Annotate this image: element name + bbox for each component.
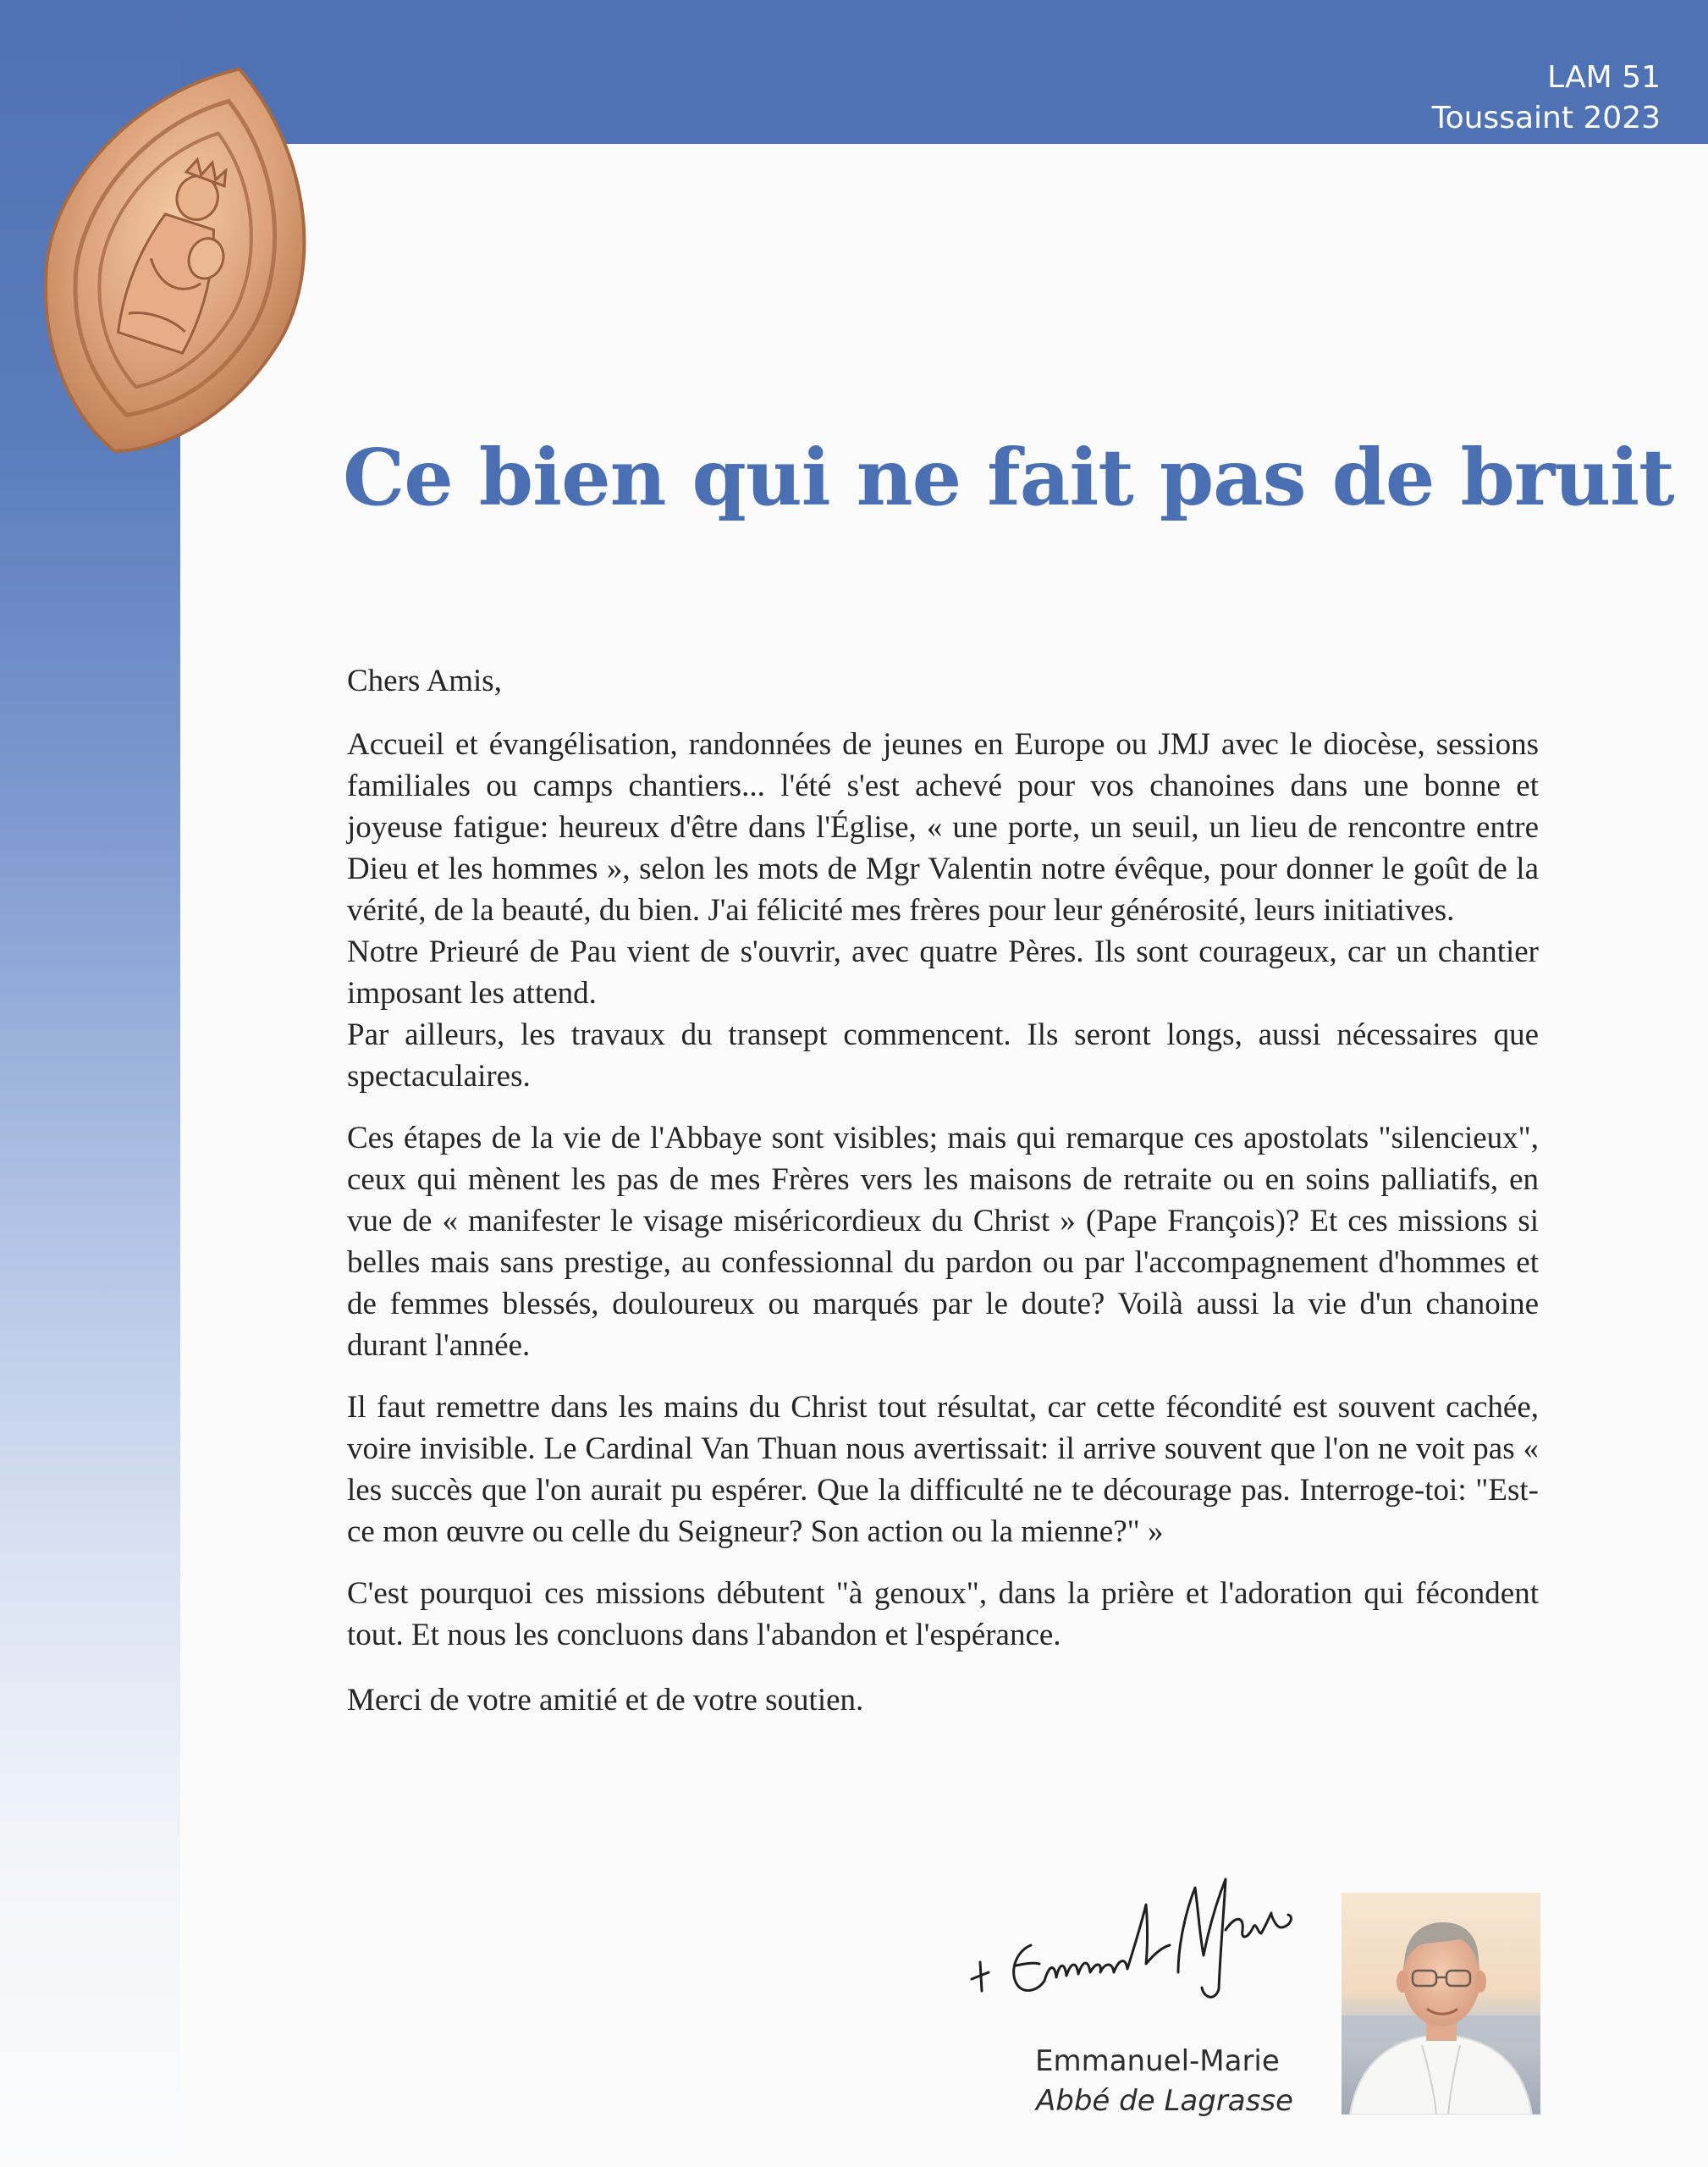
letter-closing: Merci de votre amitié et de votre soutien. [347,1683,864,1718]
handwritten-signature [956,1845,1312,2015]
letter-salutation: Chers Amis, [347,664,502,698]
letter-paragraph: Ces étapes de la vie de l'Abbaye sont visibles; mais qui remarque ces apostolats "silencieux", ceux qui mènent les pas de mes Frères vers les maisons de retraite ou en soins palliatifs, en vue de « manifester le visage miséricordieux du Christ » (Pape François)? Et ces missions si belles mais sans prestige, au confessionnal du pardon ou par l'accompagnement d'hommes et de femmes blessés, douloureux ou marqués par le doute? Voilà aussi la vie d'un chanoine durant l'année. [347,1121,1539,1363]
letter-paragraph: Il faut remettre dans les mains du Christ tout résultat, car cette fécondité est souvent cachée, voire invisible. Le Cardinal Van Thuan nous avertissait: il arrive souvent que l'on ne voit pas « les succès que l'on aurait pu espérer. Que la difficulté ne te décourage pas. Interroge-toi: "Est-ce mon œuvre ou celle du Seigneur? Son action ou la mienne?" » [347,1390,1539,1549]
issue-season: Toussaint 2023 [1431,101,1661,135]
page-title: Ce bien qui ne fait pas de bruit [343,432,1674,523]
signatory-name: Emmanuel-Marie [1035,2044,1280,2078]
signatory-title: Abbé de Lagrasse [1036,2084,1293,2118]
abbot-portrait-photo [1342,1893,1540,2115]
seal-virgin-and-child-icon [25,47,330,470]
letter-paragraph: Notre Prieuré de Pau vient de s'ouvrir, avec quatre Pères. Ils sont courageux, car un chantier imposant les attend. [347,935,1539,1011]
letter-paragraph: C'est pourquoi ces missions débutent "à genoux", dans la prière et l'adoration qui fécondent tout. Et nous les concluons dans l'abandon et l'espérance. [347,1576,1539,1652]
letter-paragraph: Accueil et évangélisation, randonnées de jeunes en Europe ou JMJ avec le diocèse, sessions familiales ou camps chantiers... l'été s'est achevé pour vos chanoines dans une bonne et joyeuse fatigue: heureux d'être dans l'Église, « une porte, un seuil, un lieu de rencontre entre Dieu et les hommes », selon les mots de Mgr Valentin notre évêque, pour donner le goût de la vérité, de la beauté, du bien. J'ai félicité mes frères pour leur générosité, leurs initiatives. [347,727,1539,928]
issue-number: LAM 51 [1547,60,1661,95]
issue-label [1432,58,1661,139]
letter-paragraph: Par ailleurs, les travaux du transept commencent. Ils seront longs, aussi nécessaires que spectaculaires. [347,1017,1539,1094]
letter-body [347,660,1539,1721]
